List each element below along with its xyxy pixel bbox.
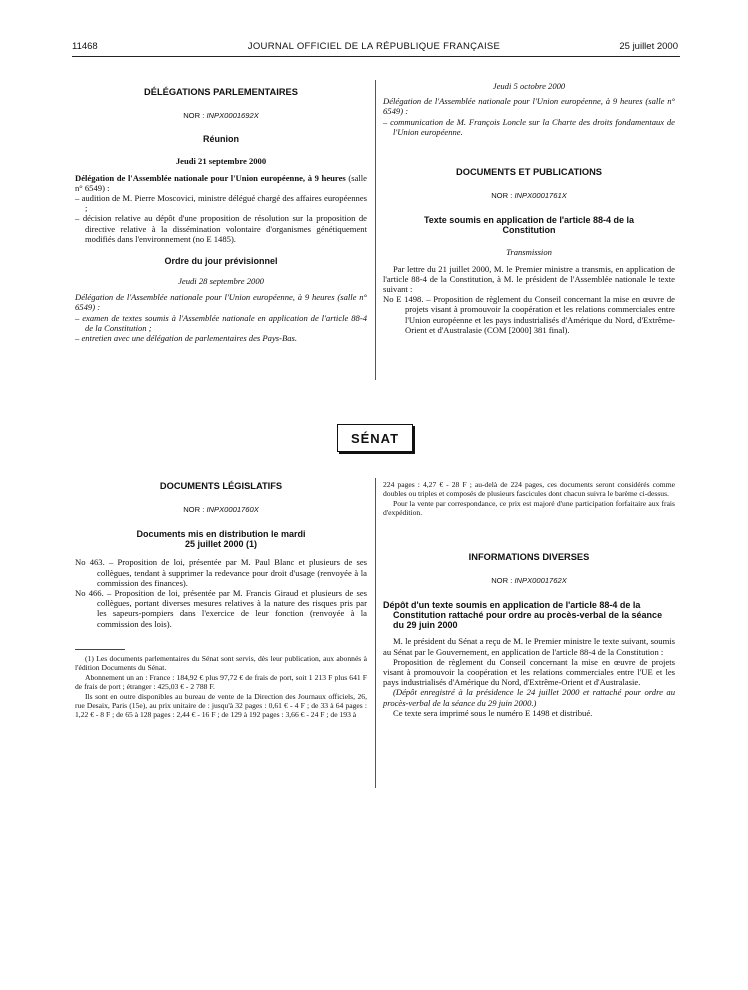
- section-title: DÉLÉGATIONS PARLEMENTAIRES: [144, 87, 298, 97]
- docs-subtitle: Texte soumis en application de l'article 88-4 de la Constitution: [423, 215, 635, 236]
- nor-code: INPX0001762X: [514, 576, 567, 586]
- footnote: (1) Les documents parlementaires du Sénat sont servis, dès leur publication, aux abonnés à l'édition Documents du Sénat.: [75, 654, 367, 673]
- nor-label: NOR :: [491, 191, 513, 201]
- nor-reference: [75, 111, 367, 121]
- nor-reference: [383, 576, 675, 586]
- nor-label: NOR :: [183, 505, 205, 515]
- meeting-date-3: Jeudi 5 octobre 2000: [492, 81, 566, 91]
- meeting-date-1: Jeudi 21 septembre 2000: [175, 156, 267, 167]
- senat-heading-box: SÉNAT: [337, 424, 413, 452]
- nor-reference: [383, 191, 675, 201]
- document-item: No E 1498. – Proposition de règlement du Conseil concernant la mise en œuvre de projets visant à promouvoir la coopération et les relations commerciales entre l'Union européenne et les pays industrialisés d'Amérique du Nord, d'Extrême-Orient et d'Australasie (COM [2000] 381 final).: [383, 294, 675, 335]
- info-paragraph-registration: (Dépôt enregistré à la présidence le 24 juillet 2000 et rattaché pour ordre au procès-verbal de la séance du 29 juin 2000.): [383, 687, 675, 708]
- reunion-heading: Réunion: [203, 134, 239, 145]
- nor-label: NOR :: [491, 576, 513, 586]
- page-number: 11468: [72, 41, 98, 52]
- meeting-date-2: Jeudi 28 septembre 2000: [178, 276, 264, 287]
- delegations-continued: [383, 81, 675, 335]
- footnote-prices: Ils sont en outre disponibles au bureau de vente de la Direction des Journaux officiels, 26, rue Desaix, Paris (15e), au prix unitaire de : jusqu'à 32 pages : 0,61 € - 4 F ; de 33 à 64 pages : 1,22 € - 8 F ; de 65 à 128 pages : 2,44 € - 16 F ; de 129 à 192 pages : 3,66 € - 24 F ; de 193 à: [75, 691, 367, 720]
- delegation-name: Délégation de l'Assemblée nationale pour l'Union européenne, à 9 heures: [75, 172, 346, 183]
- column-divider-top: [375, 80, 376, 380]
- footnote-rule: [75, 649, 125, 650]
- info-paragraph: Proposition de règlement du Conseil concernant la mise en œuvre de projets visant à promouvoir la coopération et les relations commerciales entre l'UE et les pays industrialisés d'Amérique du Nord, d'Extrême-Orient et d'Australasie.: [383, 656, 675, 688]
- transmission-heading: Transmission: [506, 247, 552, 258]
- nor-code: INPX0001760X: [206, 505, 259, 515]
- info-paragraph: Ce texte sera imprimé sous le numéro E 1498 et distribué.: [393, 707, 593, 718]
- distribution-subtitle: Documents mis en distribution le mardi 25 juillet 2000 (1): [136, 529, 306, 550]
- info-paragraph: M. le président du Sénat a reçu de M. le Premier ministre le texte suivant, soumis au Sénat par le Gouvernement, en application de l'article 88-4 de la Constitution :: [383, 636, 675, 657]
- room-info: (salle n° 6549) :: [75, 172, 367, 193]
- nor-label: NOR :: [183, 111, 205, 121]
- informations-diverses-section: [383, 552, 675, 718]
- footnote-prices-continued: 224 pages : 4,27 € - 28 F ; au-delà de 224 pages, ces documents seront considérés comme doubles ou triples et composés de plusieurs fascicules dont chacun suivra le barème ci-dessus.: [383, 480, 675, 499]
- issue-date: 25 juillet 2000: [619, 41, 678, 52]
- delegation-paragraph-2: Délégation de l'Assemblée nationale pour l'Union européenne, à 9 heures (salle n° 6549) :: [75, 292, 367, 313]
- delegation-paragraph-3: Délégation de l'Assemblée nationale pour l'Union européenne, à 9 heures (salle n° 6549) :: [383, 96, 675, 117]
- agenda-item: – décision relative au dépôt d'une proposition de résolution sur la proposition de directive relative à la dissémination volontaire d'organismes génétiquement modifiés dans l'environnement (no E 1485).: [75, 213, 367, 244]
- column-divider-bottom: [375, 478, 376, 788]
- footnote-continued: [383, 480, 675, 518]
- agenda-item: – examen de textes soumis à l'Assemblée nationale en application de l'article 88-4 de la Constitution ;: [75, 312, 367, 333]
- documents-legislatifs-section: [75, 481, 367, 629]
- agenda-item: – communication de M. François Loncle sur la Charte des droits fondamentaux de l'Union européenne.: [383, 116, 675, 137]
- delegation-paragraph-1: [75, 173, 367, 193]
- footnote-mail-order: Pour la vente par correspondance, ce prix est majoré d'une participation forfaitaire aux frais d'expédition.: [383, 498, 675, 518]
- footnote-block: [75, 654, 367, 720]
- section-title: DOCUMENTS LÉGISLATIFS: [159, 481, 283, 491]
- transmission-paragraph: Par lettre du 21 juillet 2000, M. le Premier ministre a transmis, en application de l'article 88-4 de la Constitution, à M. le président de l'Assemblée nationale le texte suivant :: [383, 263, 675, 295]
- nor-reference: [75, 505, 367, 515]
- agenda-item: – audition de M. Pierre Moscovici, ministre délégué chargé des affaires européennes ;: [75, 193, 367, 214]
- ordre-du-jour-heading: Ordre du jour prévisionnel: [164, 256, 278, 267]
- header-rule: [72, 56, 680, 57]
- section-title: DOCUMENTS ET PUBLICATIONS: [456, 167, 602, 178]
- deposit-subtitle: Dépôt d'un texte soumis en application de l'article 88-4 de la Constitution rattaché pour ordre au procès-verbal de la séance du 29 juin 2000: [383, 600, 663, 631]
- delegations-section: [75, 87, 367, 343]
- section-title: INFORMATIONS DIVERSES: [468, 552, 590, 562]
- journal-title: JOURNAL OFFICIEL DE LA RÉPUBLIQUE FRANÇAISE: [247, 41, 501, 52]
- agenda-item: – entretien avec une délégation de parlementaires des Pays-Bas.: [75, 333, 298, 344]
- document-item: No 463. – Proposition de loi, présentée par M. Paul Blanc et plusieurs de ses collègues, tendant à supprimer la redevance pour droit d'usage (renvoyée à la commission des finances).: [75, 557, 367, 588]
- document-item: No 466. – Proposition de loi, présentée par M. Francis Giraud et plusieurs de ses collègues, portant diverses mesures relatives à la nature des risques pris par les sapeurs-pompiers dans l'exercice de leur fonction (renvoyée à la commission des lois).: [75, 588, 367, 629]
- footnote-subscription: Abonnement un an : France : 184,92 € plus 97,72 € de frais de port, soit 1 213 F plus 641 F de frais de port ; étranger : 425,03 € - 2 788 F.: [75, 672, 367, 692]
- nor-code: INPX0001692X: [206, 111, 259, 121]
- nor-code: INPX0001761X: [514, 191, 567, 201]
